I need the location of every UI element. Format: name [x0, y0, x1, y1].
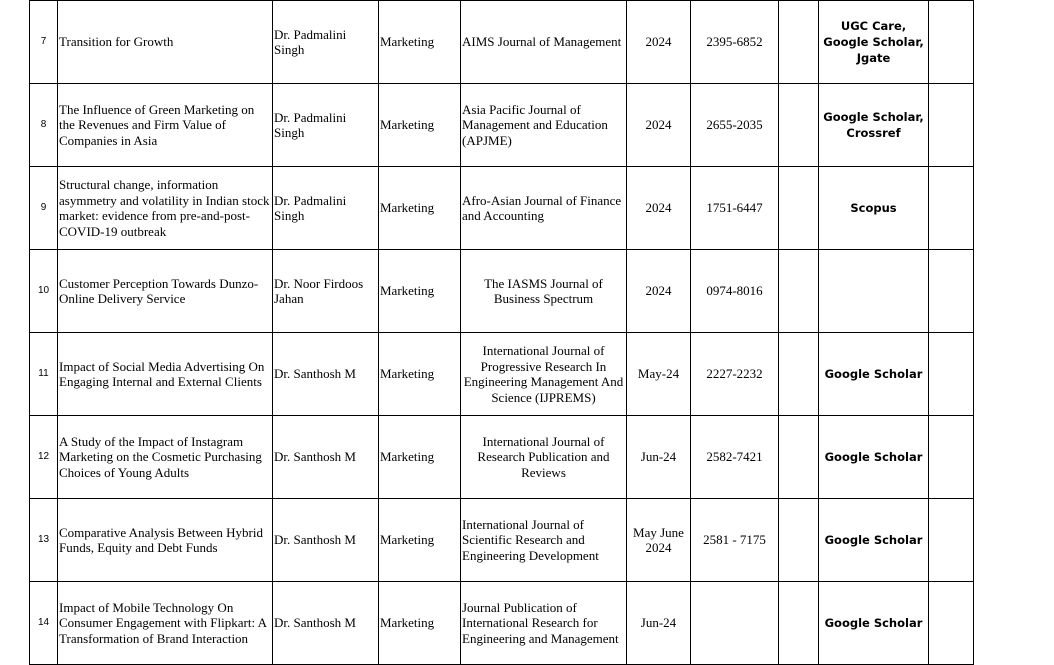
year-cell: 2024 — [627, 84, 691, 167]
serial-number-cell: 7 — [30, 1, 58, 84]
journal-name-cell: International Journal of Scientific Research and Engineering Development — [461, 499, 627, 582]
author-cell: Dr. Santhosh M — [273, 416, 379, 499]
indexing-cell: UGC Care, Google Scholar, Jgate — [819, 1, 929, 84]
paper-title-cell: Customer Perception Towards Dunzo-Online Delivery Service — [58, 250, 273, 333]
serial-number-cell: 9 — [30, 167, 58, 250]
paper-title-cell: Transition for Growth — [58, 1, 273, 84]
paper-title-cell: Impact of Mobile Technology On Consumer Engagement with Flipkart: A Transformation of Brand Interaction — [58, 582, 273, 665]
empty-cell — [779, 582, 819, 665]
paper-title-cell: Comparative Analysis Between Hybrid Funds, Equity and Debt Funds — [58, 499, 273, 582]
indexing-cell: Google Scholar — [819, 582, 929, 665]
department-cell: Marketing — [379, 167, 461, 250]
indexing-cell: Google Scholar — [819, 416, 929, 499]
issn-cell: 2227-2232 — [691, 333, 779, 416]
table-row — [30, 84, 974, 167]
empty-cell — [929, 84, 974, 167]
department-cell: Marketing — [379, 1, 461, 84]
empty-cell — [779, 1, 819, 84]
department-cell: Marketing — [379, 499, 461, 582]
journal-name-cell: Journal Publication of International Research for Engineering and Management — [461, 582, 627, 665]
serial-number-cell: 14 — [30, 582, 58, 665]
table-row — [30, 167, 974, 250]
serial-number-cell: 8 — [30, 84, 58, 167]
issn-cell: 2581 - 7175 — [691, 499, 779, 582]
year-cell: 2024 — [627, 167, 691, 250]
table-row — [30, 416, 974, 499]
author-cell: Dr. Padmalini Singh — [273, 84, 379, 167]
author-cell: Dr. Noor Firdoos Jahan — [273, 250, 379, 333]
department-cell: Marketing — [379, 250, 461, 333]
table-row — [30, 582, 974, 665]
indexing-cell: Google Scholar, Crossref — [819, 84, 929, 167]
issn-cell: 2655-2035 — [691, 84, 779, 167]
table-row — [30, 1, 974, 84]
serial-number-cell: 10 — [30, 250, 58, 333]
year-cell: May June 2024 — [627, 499, 691, 582]
indexing-cell: Scopus — [819, 167, 929, 250]
empty-cell — [779, 250, 819, 333]
indexing-cell: Google Scholar — [819, 499, 929, 582]
author-cell: Dr. Padmalini Singh — [273, 167, 379, 250]
table-row — [30, 499, 974, 582]
serial-number-cell: 12 — [30, 416, 58, 499]
year-cell: May-24 — [627, 333, 691, 416]
author-cell: Dr. Santhosh M — [273, 582, 379, 665]
empty-cell — [779, 333, 819, 416]
journal-name-cell: International Journal of Progressive Research In Engineering Management And Science (IJPREMS) — [461, 333, 627, 416]
author-cell: Dr. Padmalini Singh — [273, 1, 379, 84]
author-cell: Dr. Santhosh M — [273, 333, 379, 416]
paper-title-cell: Structural change, information asymmetry and volatility in Indian stock market: evidence from pre-and-post-COVID-19 outbreak — [58, 167, 273, 250]
publications-table — [29, 0, 974, 665]
issn-cell: 2395-6852 — [691, 1, 779, 84]
paper-title-cell: A Study of the Impact of Instagram Marketing on the Cosmetic Purchasing Choices of Young Adults — [58, 416, 273, 499]
journal-name-cell: International Journal of Research Publication and Reviews — [461, 416, 627, 499]
table-row — [30, 333, 974, 416]
serial-number-cell: 11 — [30, 333, 58, 416]
serial-number-cell: 13 — [30, 499, 58, 582]
year-cell: 2024 — [627, 1, 691, 84]
paper-title-cell: The Influence of Green Marketing on the Revenues and Firm Value of Companies in Asia — [58, 84, 273, 167]
journal-name-cell: Asia Pacific Journal of Management and Education (APJME) — [461, 84, 627, 167]
empty-cell — [929, 582, 974, 665]
issn-cell: 0974-8016 — [691, 250, 779, 333]
empty-cell — [779, 416, 819, 499]
journal-name-cell: AIMS Journal of Management — [461, 1, 627, 84]
department-cell: Marketing — [379, 416, 461, 499]
indexing-cell — [819, 250, 929, 333]
year-cell: Jun-24 — [627, 582, 691, 665]
department-cell: Marketing — [379, 582, 461, 665]
department-cell: Marketing — [379, 84, 461, 167]
empty-cell — [929, 167, 974, 250]
journal-name-cell: Afro-Asian Journal of Finance and Accounting — [461, 167, 627, 250]
year-cell: Jun-24 — [627, 416, 691, 499]
issn-cell: 1751-6447 — [691, 167, 779, 250]
paper-title-cell: Impact of Social Media Advertising On Engaging Internal and External Clients — [58, 333, 273, 416]
issn-cell: 2582-7421 — [691, 416, 779, 499]
empty-cell — [779, 84, 819, 167]
empty-cell — [779, 499, 819, 582]
indexing-cell: Google Scholar — [819, 333, 929, 416]
issn-cell — [691, 582, 779, 665]
year-cell: 2024 — [627, 250, 691, 333]
empty-cell — [929, 333, 974, 416]
empty-cell — [929, 416, 974, 499]
author-cell: Dr. Santhosh M — [273, 499, 379, 582]
table-row — [30, 250, 974, 333]
empty-cell — [929, 250, 974, 333]
empty-cell — [929, 499, 974, 582]
empty-cell — [779, 167, 819, 250]
journal-name-cell: The IASMS Journal of Business Spectrum — [461, 250, 627, 333]
empty-cell — [929, 1, 974, 84]
department-cell: Marketing — [379, 333, 461, 416]
